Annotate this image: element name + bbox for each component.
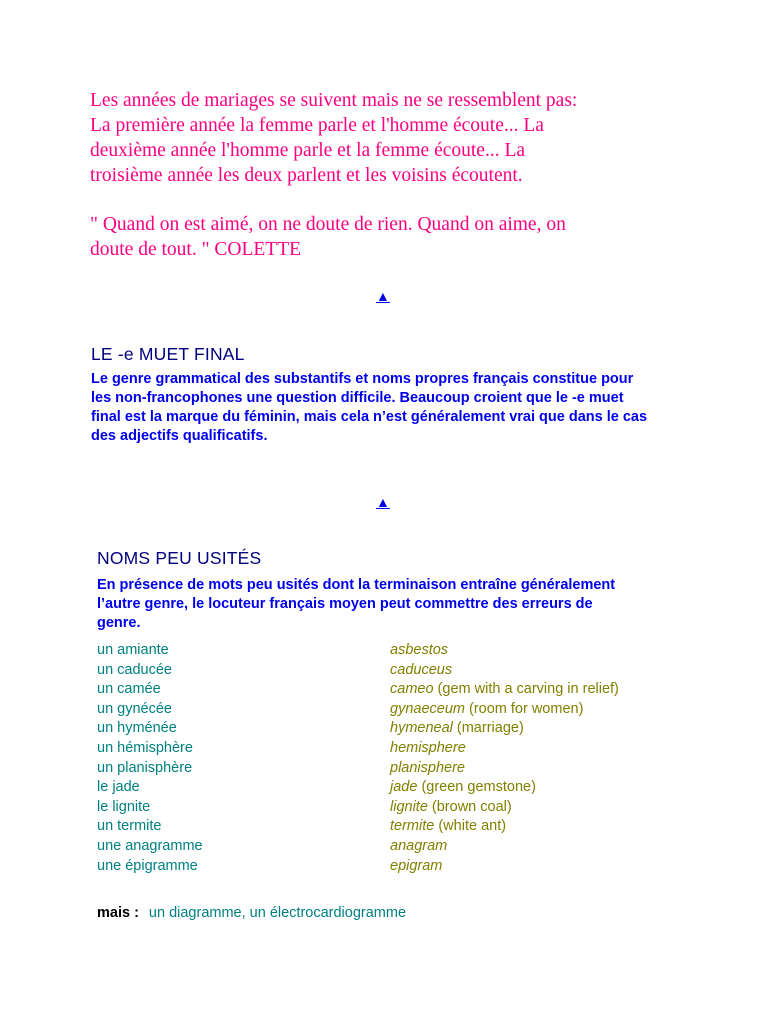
english-translation: [390, 817, 650, 837]
word-row: [97, 759, 657, 779]
english-translation: [390, 739, 650, 759]
english-translation: [390, 719, 650, 739]
french-word: un amiante: [97, 642, 169, 658]
mais-line: [97, 904, 406, 923]
english-word: epigram: [390, 857, 443, 874]
french-word: un planisphère: [97, 759, 193, 776]
english-translation: [390, 680, 650, 700]
word-row: [97, 857, 657, 877]
english-translation: [390, 641, 650, 661]
english-word: anagram: [390, 837, 448, 854]
english-word: cameo: [390, 681, 434, 698]
english-note: (marriage): [452, 720, 524, 737]
french-word: un hémisphère: [97, 739, 193, 756]
english-translation: [390, 778, 650, 798]
section-heading-noms-peu-usites: NOMS PEU USITÉS: [97, 548, 262, 568]
french-word: un caducée: [97, 661, 172, 678]
english-word: hemisphere: [390, 739, 466, 756]
french-word: une épigramme: [97, 857, 198, 874]
french-word: un gynécée: [97, 700, 172, 717]
back-to-top-link[interactable]: ▲: [376, 290, 390, 305]
word-row: [97, 739, 657, 759]
english-word: caduceus: [390, 661, 453, 678]
quote-block: [90, 88, 690, 262]
quote-line: doute de tout. " COLETTE: [90, 239, 302, 260]
quote-line: troisième année les deux parlent et les voisins écoutent.: [90, 165, 523, 186]
english-word: hymeneal: [390, 720, 453, 737]
english-word: termite: [390, 818, 435, 835]
word-row: [97, 837, 657, 857]
french-word: le jade: [97, 779, 140, 796]
english-word: planisphere: [390, 759, 465, 776]
english-translation: [390, 857, 650, 877]
section-body-noms-peu-usites: En présence de mots peu usités dont la terminaison entraîne généralement l’autre genre, le locuteur français moyen peut commettre des erreurs de genre.: [97, 577, 616, 631]
english-translation: [390, 759, 650, 779]
word-row: [97, 661, 657, 681]
english-word: gynaeceum: [390, 700, 465, 717]
word-row: [97, 680, 657, 700]
quote-line: Les années de mariages se suivent mais ne se ressemblent pas:: [90, 90, 578, 111]
word-list: [97, 641, 657, 876]
section-body-muet-final: Le genre grammatical des substantifs et noms propres français constitue pour les non-francophones une question difficile. Beaucoup croient que le -e muet final est la marque du féminin, mais cela n’est généralement vrai que dans le cas des adjectifs qualificatifs.: [91, 371, 648, 444]
french-word: un hyménée: [97, 720, 177, 737]
quote-line: deuxième année l'homme parle et la femme écoute... La: [90, 140, 526, 161]
mais-label: mais :: [97, 905, 139, 921]
back-to-top-link[interactable]: ▲: [376, 496, 390, 511]
english-word: jade: [390, 779, 418, 796]
english-translation: [390, 700, 650, 720]
quote-line: " Quand on est aimé, on ne doute de rien. Quand on aime, on: [90, 214, 566, 235]
english-word: asbestos: [390, 642, 449, 658]
paragraph-gap: [90, 188, 690, 212]
english-note: (white ant): [434, 818, 507, 835]
english-translation: [390, 798, 650, 818]
english-note: (gem with a carving in relief): [433, 681, 619, 698]
word-row: [97, 817, 657, 837]
word-row: [97, 719, 657, 739]
mais-examples: un diagramme, un électrocardiogramme: [148, 905, 407, 921]
english-translation: [390, 837, 650, 857]
section-heading-muet-final: LE -e MUET FINAL: [91, 344, 245, 364]
word-row: [97, 778, 657, 798]
word-row: [97, 798, 657, 818]
word-row: [97, 700, 657, 720]
english-translation: [390, 661, 650, 681]
french-word: un camée: [97, 681, 161, 698]
quote-line: La première année la femme parle et l'homme écoute... La: [90, 115, 544, 136]
english-note: (green gemstone): [417, 779, 536, 796]
french-word: une anagramme: [97, 837, 203, 854]
english-word: lignite: [390, 798, 428, 815]
english-note: (room for women): [464, 700, 584, 717]
french-word: le lignite: [97, 798, 151, 815]
french-word: un termite: [97, 818, 162, 835]
english-note: (brown coal): [427, 798, 512, 815]
word-row: [97, 641, 657, 661]
